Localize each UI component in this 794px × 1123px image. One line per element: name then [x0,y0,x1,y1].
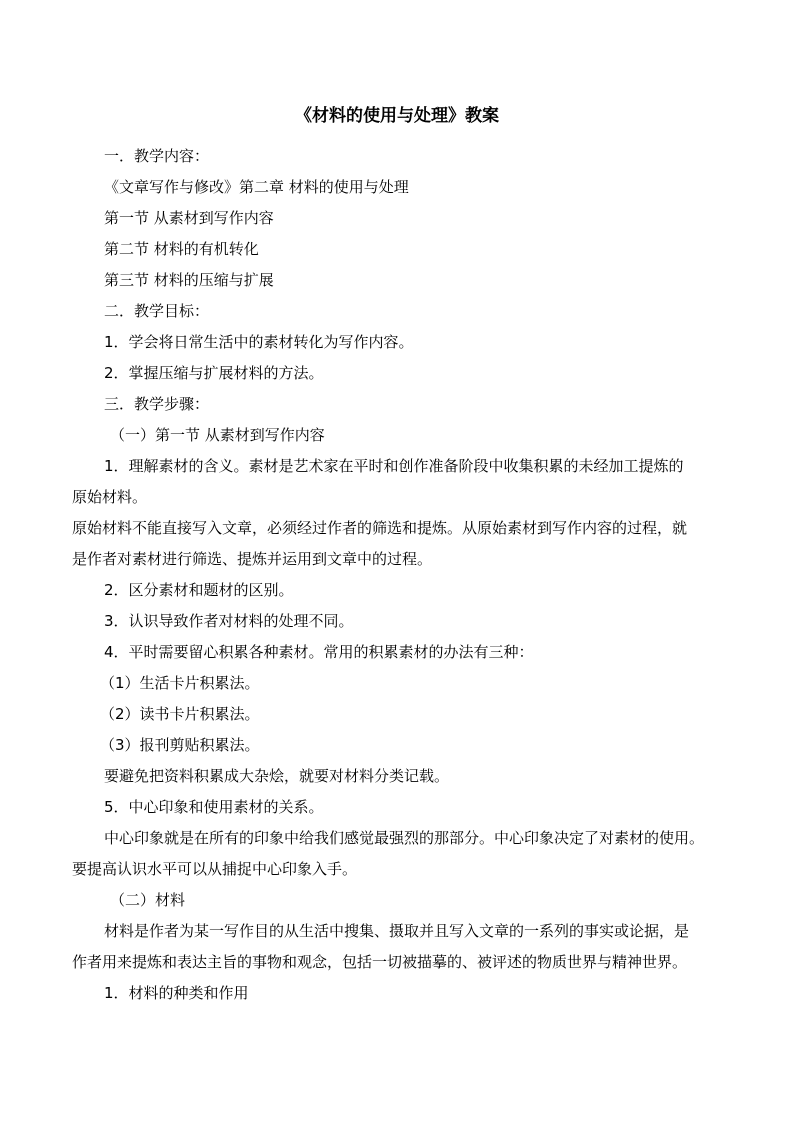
document-title: 《材料的使用与处理》教案 [295,106,499,126]
list-item: （2）读书卡片积累法。 [100,705,260,723]
text-line: 原始材料。 [72,488,148,506]
text-line: 是作者对素材进行筛选、提炼并运用到文章中的过程。 [72,550,433,568]
text-line: 要提高认识水平可以从捕捉中心印象入手。 [72,860,358,878]
text-line: 1．学会将日常生活中的素材转化为写作内容。 [104,333,414,351]
text-line: 2．区分素材和题材的区别。 [104,581,294,599]
text-line: 5．中心印象和使用素材的关系。 [104,798,324,816]
text-line: 2．掌握压缩与扩展材料的方法。 [104,364,324,382]
section-heading-steps: 三．教学步骤： [104,395,210,413]
text-line: 原始材料不能直接写入文章，必须经过作者的筛选和提炼。从原始素材到写作内容的过程，就 [72,519,688,537]
text-line: 中心印象就是在所有的印象中给我们感觉最强烈的那部分。中心印象决定了对素材的使用。 [104,829,705,847]
text-line: 第二节 材料的有机转化 [104,240,259,258]
text-line: 3．认识导致作者对材料的处理不同。 [104,612,354,630]
text-line: 《文章写作与修改》第二章 材料的使用与处理 [104,178,409,196]
text-line: 1．理解素材的含义。素材是艺术家在平时和创作准备阶段中收集积累的未经加工提炼的 [104,457,684,475]
text-line: 作者用来提炼和表达主旨的事物和观念，包括一切被描摹的、被评述的物质世界与精神世界。 [72,953,688,971]
section-heading-content: 一．教学内容： [104,147,210,165]
subsection-heading: （二）材料 [110,891,186,909]
text-line: 1．材料的种类和作用 [104,984,249,1002]
text-line: 材料是作者为某一写作目的从生活中搜集、摄取并且写入文章的一系列的事实或论据，是 [104,922,690,940]
text-line: 第一节 从素材到写作内容 [104,209,274,227]
list-item: （3）报刊剪贴积累法。 [100,736,260,754]
text-line: 第三节 材料的压缩与扩展 [104,271,274,289]
list-item: （1）生活卡片积累法。 [100,674,260,692]
text-line: 要避免把资料积累成大杂烩，就要对材料分类记载。 [104,767,450,785]
subsection-heading: （一）第一节 从素材到写作内容 [110,426,325,444]
text-line: 4．平时需要留心积累各种素材。常用的积累素材的办法有三种： [104,643,534,661]
section-heading-goals: 二．教学目标： [104,302,210,320]
